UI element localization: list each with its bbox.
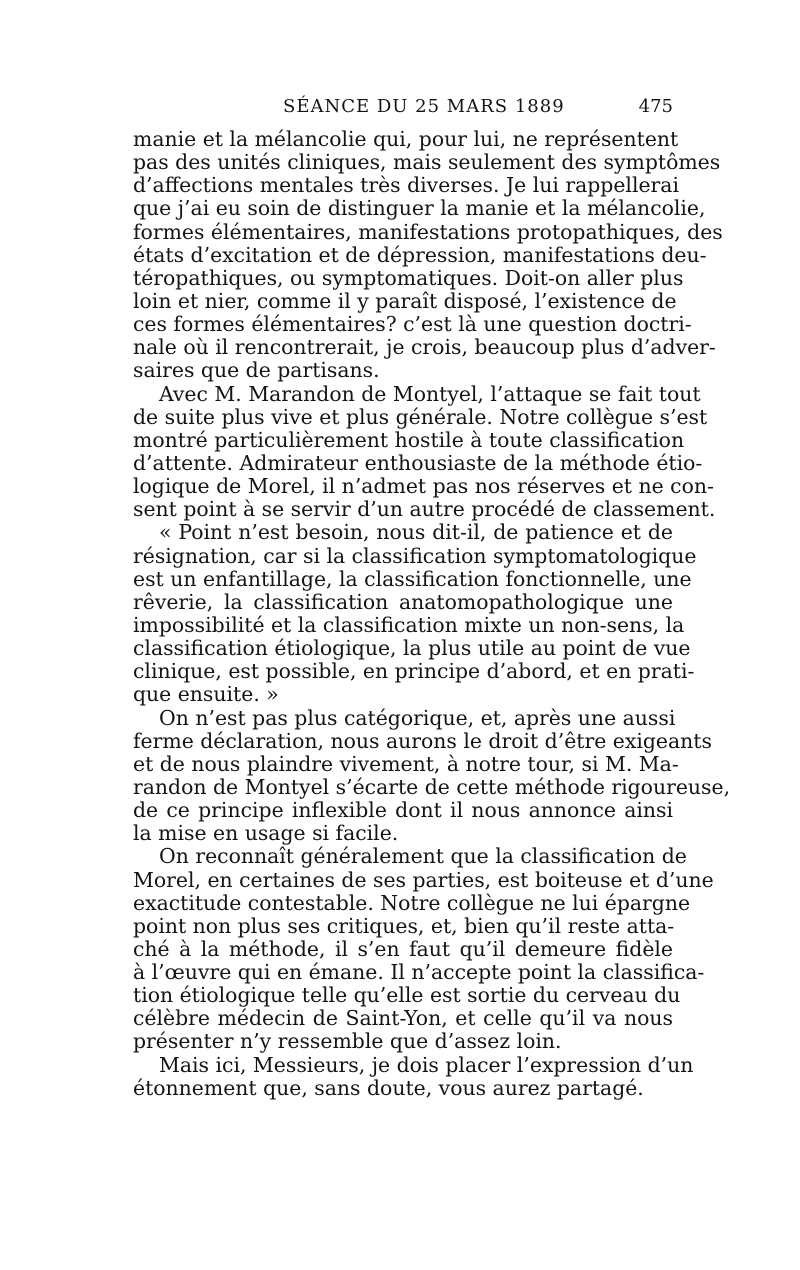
running-head — [133, 96, 673, 126]
text-line: loin et nier, comme il y paraît disposé, l’existence de — [133, 288, 677, 313]
text-line: que j’ai eu soin de distinguer la manie et la mélancolie, — [133, 196, 706, 221]
text-line: célèbre médecin de Saint-Yon, et celle qu’il va nous — [133, 1006, 673, 1031]
text-line: ché à la méthode, il s’en faut qu’il demeure fidèle — [133, 936, 673, 961]
text-line: ces formes élémentaires? c’est là une question doctri- — [133, 312, 692, 337]
text-line: états d’excitation et de dépression, manifestations deu- — [133, 242, 707, 267]
text-line: logique de Morel, il n’admet pas nos réserves et ne con- — [133, 474, 714, 499]
text-line: sent point à se servir d’un autre procédé de classement. — [133, 497, 716, 522]
text-line: est un enfantillage, la classification fonctionnelle, une — [133, 566, 692, 591]
text-line: On reconnaît généralement que la classification de — [159, 844, 687, 869]
text-line: d’affections mentales très diverses. Je lui rappellerai — [133, 173, 679, 198]
text-line: classification étiologique, la plus utile au point de vue — [133, 636, 691, 661]
text-line: tion étiologique telle qu’elle est sortie du cerveau du — [133, 983, 681, 1008]
text-line: résignation, car si la classification symptomatologique — [133, 543, 697, 568]
text-line: que ensuite. » — [133, 682, 279, 707]
text-line: impossibilité et la classification mixte un non-sens, la — [133, 612, 685, 637]
body-text — [133, 127, 731, 1100]
text-line: Avec M. Marandon de Montyel, l’attaque se fait tout — [159, 381, 701, 406]
text-line: et de nous plaindre vivement, à notre tour, si M. Ma- — [133, 751, 679, 776]
text-line: formes élémentaires, manifestations protopathiques, des — [133, 219, 723, 244]
running-title: SÉANCE DU 25 MARS 1889 — [283, 96, 565, 117]
text-line: Mais ici, Messieurs, je dois placer l’expression d’un — [159, 1052, 694, 1077]
text-line: d’attente. Admirateur enthousiaste de la méthode étio- — [133, 450, 703, 475]
text-line: la mise en usage si facile. — [133, 821, 399, 846]
text-line: ferme déclaration, nous aurons le droit d’être exigeants — [133, 728, 712, 753]
text-line: présenter n’y ressemble que d’assez loin. — [133, 1029, 562, 1054]
text-line: montré particulièrement hostile à toute classification — [133, 427, 685, 452]
text-line: point non plus ses critiques, et, bien qu’il reste atta- — [133, 913, 675, 938]
text-line: Morel, en certaines de ses parties, est boiteuse et d’une — [133, 867, 714, 892]
text-line: randon de Montyel s’écarte de cette méthode rigoureuse, — [133, 774, 731, 799]
text-line: de suite plus vive et plus générale. Notre collègue s’est — [133, 404, 708, 429]
text-line: rêverie, la classification anatomopathologique une — [133, 589, 673, 614]
text-line: étonnement que, sans doute, vous aurez partagé. — [133, 1075, 644, 1100]
text-line: pas des unités cliniques, mais seulement des symptômes — [133, 150, 721, 175]
text-line: clinique, est possible, en principe d’abord, et en prati- — [133, 659, 695, 684]
text-line: à l’œuvre qui en émane. Il n’accepte point la classifica- — [133, 960, 705, 985]
text-line: manie et la mélancolie qui, pour lui, ne représentent — [133, 127, 679, 151]
text-line: nale où il rencontrerait, je crois, beaucoup plus d’adver- — [133, 335, 716, 360]
text-line: On n’est pas plus catégorique, et, après une aussi — [159, 705, 676, 730]
text-line: exactitude contestable. Notre collègue ne lui épargne — [133, 890, 691, 915]
text-line: « Point n’est besoin, nous dit-il, de patience et de — [159, 520, 673, 545]
text-line: saires que de partisans. — [133, 358, 380, 383]
page-number: 475 — [638, 96, 673, 117]
text-line: de ce principe inflexible dont il nous annonce ainsi — [133, 798, 673, 823]
text-line: téropathiques, ou symptomatiques. Doit-on aller plus — [133, 265, 684, 290]
